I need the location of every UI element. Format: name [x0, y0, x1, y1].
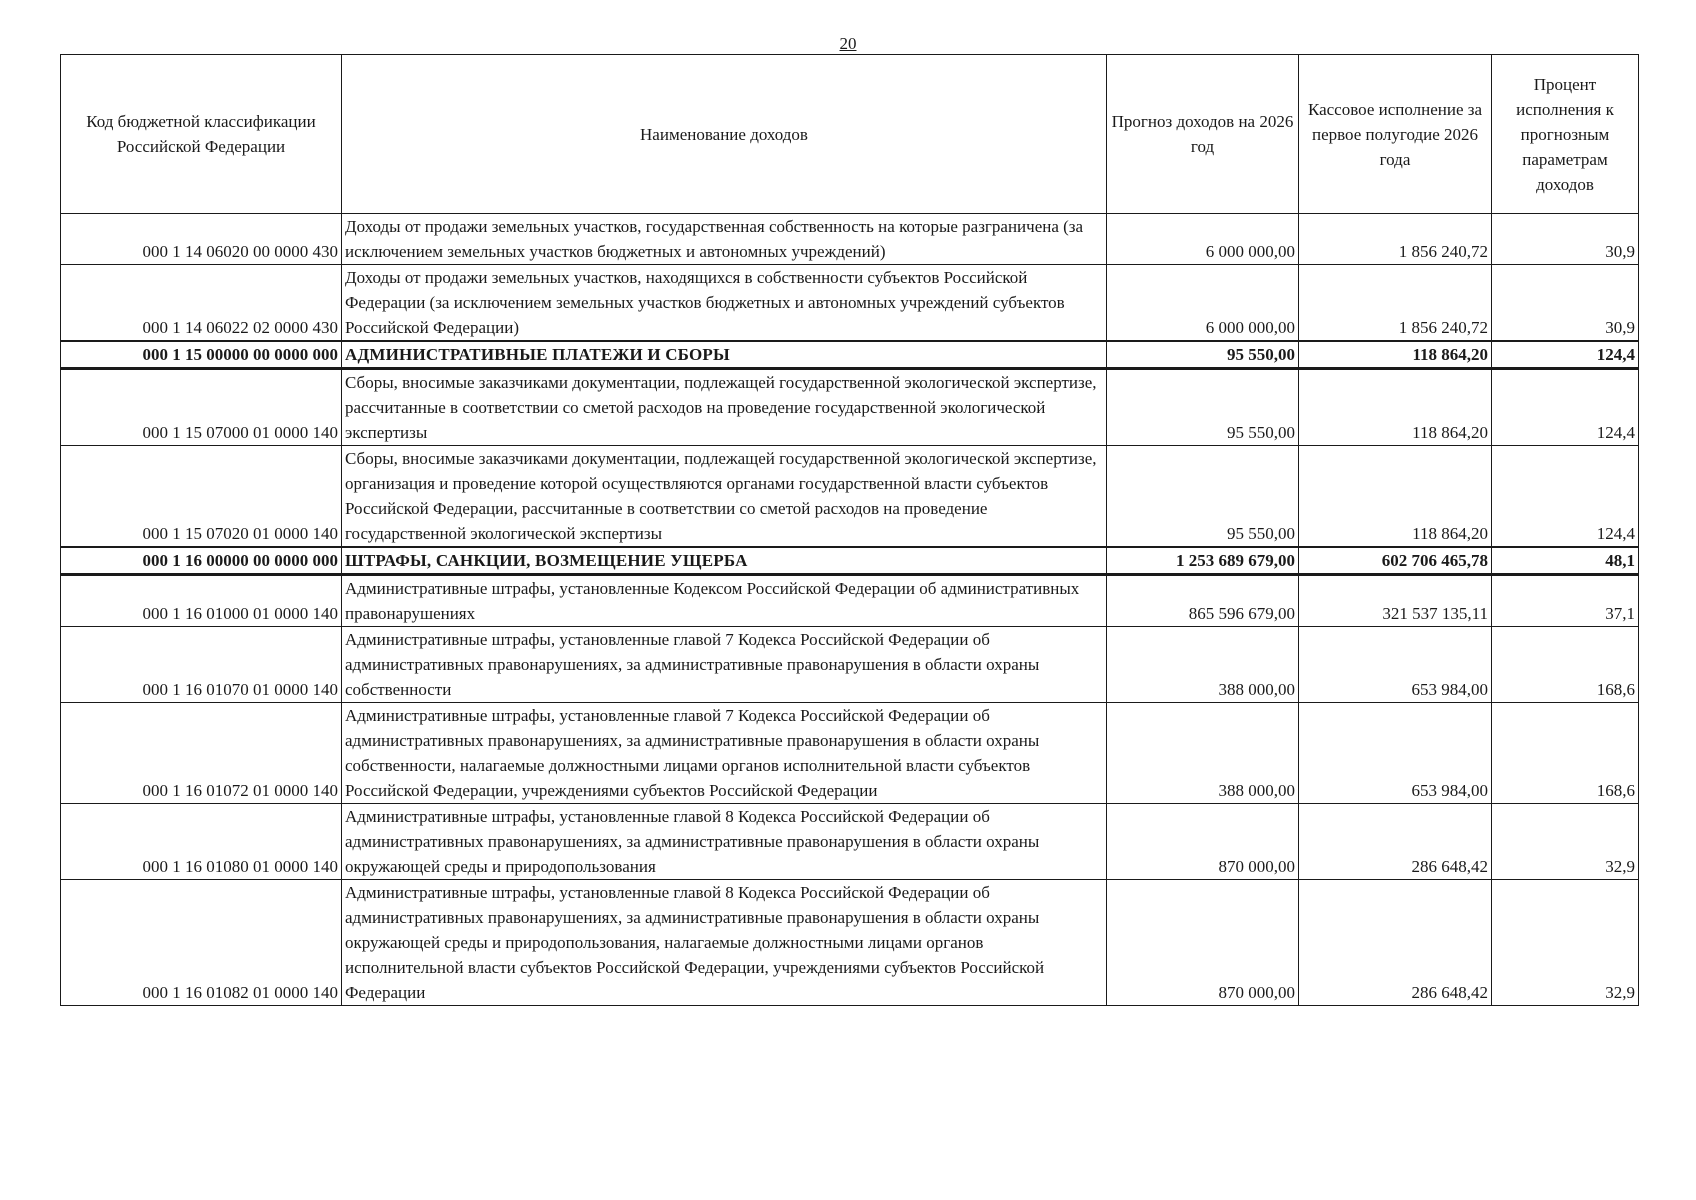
- row-percent: 124,4: [1492, 341, 1639, 369]
- row-execution: 118 864,20: [1299, 369, 1492, 446]
- row-percent: 48,1: [1492, 547, 1639, 575]
- row-code: 000 1 15 00000 00 0000 000: [61, 341, 342, 369]
- row-name: Административные штрафы, установленные главой 7 Кодекса Российской Федерации об административных правонарушениях, за административные правонарушения в области охраны собственности, налагаемые должностными лицами органов исполнительной власти субъектов Российской Федерации, учреждениями субъектов Российской Федерации: [342, 703, 1107, 804]
- row-forecast: 95 550,00: [1107, 369, 1299, 446]
- row-name: Административные штрафы, установленные главой 8 Кодекса Российской Федерации об административных правонарушениях, за административные правонарушения в области охраны окружающей среды и природопользования, налагаемые должностными лицами органов исполнительной власти субъектов Российской Федерации, учреждениями субъектов Российской Федерации: [342, 880, 1107, 1006]
- row-code: 000 1 15 07020 01 0000 140: [61, 446, 342, 548]
- row-forecast: 95 550,00: [1107, 341, 1299, 369]
- row-percent: 168,6: [1492, 627, 1639, 703]
- row-code: 000 1 16 01082 01 0000 140: [61, 880, 342, 1006]
- row-name: Административные штрафы, установленные главой 7 Кодекса Российской Федерации об административных правонарушениях, за административные правонарушения в области охраны собственности: [342, 627, 1107, 703]
- row-forecast: 870 000,00: [1107, 804, 1299, 880]
- section-row: [61, 547, 1639, 575]
- row-code: 000 1 16 01000 01 0000 140: [61, 575, 342, 627]
- table-row: [61, 369, 1639, 446]
- row-code: 000 1 14 06022 02 0000 430: [61, 265, 342, 342]
- table-row: [61, 446, 1639, 548]
- row-forecast: 1 253 689 679,00: [1107, 547, 1299, 575]
- row-forecast: 388 000,00: [1107, 627, 1299, 703]
- table-row: [61, 214, 1639, 265]
- row-name: Доходы от продажи земельных участков, находящихся в собственности субъектов Российской Федерации (за исключением земельных участков бюджетных и автономных учреждений субъектов Российской Федерации): [342, 265, 1107, 342]
- row-execution: 653 984,00: [1299, 703, 1492, 804]
- table-body: [61, 214, 1639, 1006]
- row-code: 000 1 16 01070 01 0000 140: [61, 627, 342, 703]
- row-execution: 321 537 135,11: [1299, 575, 1492, 627]
- row-execution: 602 706 465,78: [1299, 547, 1492, 575]
- row-forecast: 865 596 679,00: [1107, 575, 1299, 627]
- table-row: [61, 627, 1639, 703]
- row-name: Административные штрафы, установленные Кодексом Российской Федерации об административных правонарушениях: [342, 575, 1107, 627]
- header-name: Наименование доходов: [342, 55, 1107, 214]
- table-row: [61, 804, 1639, 880]
- row-percent: 37,1: [1492, 575, 1639, 627]
- row-code: 000 1 16 01080 01 0000 140: [61, 804, 342, 880]
- table-row: [61, 575, 1639, 627]
- row-execution: 286 648,42: [1299, 880, 1492, 1006]
- row-percent: 30,9: [1492, 265, 1639, 342]
- row-execution: 1 856 240,72: [1299, 214, 1492, 265]
- row-name: Сборы, вносимые заказчиками документации, подлежащей государственной экологической экспертизе, организация и проведение которой осуществляются органами государственной власти субъектов Российской Федерации, рассчитанные в соответствии со сметой расходов на проведение государственной экологической экспертизы: [342, 446, 1107, 548]
- table-row: [61, 880, 1639, 1006]
- row-forecast: 388 000,00: [1107, 703, 1299, 804]
- row-percent: 124,4: [1492, 369, 1639, 446]
- row-forecast: 95 550,00: [1107, 446, 1299, 548]
- page-number: 20: [839, 34, 857, 53]
- row-execution: 653 984,00: [1299, 627, 1492, 703]
- row-forecast: 870 000,00: [1107, 880, 1299, 1006]
- row-percent: 124,4: [1492, 446, 1639, 548]
- row-forecast: 6 000 000,00: [1107, 265, 1299, 342]
- row-name: Доходы от продажи земельных участков, государственная собственность на которые разграничена (за исключением земельных участков бюджетных и автономных учреждений): [342, 214, 1107, 265]
- table-header-row: [61, 55, 1639, 214]
- table-row: [61, 703, 1639, 804]
- table-row: [61, 265, 1639, 342]
- row-percent: 168,6: [1492, 703, 1639, 804]
- row-code: 000 1 16 00000 00 0000 000: [61, 547, 342, 575]
- row-execution: 118 864,20: [1299, 341, 1492, 369]
- row-name: Административные штрафы, установленные главой 8 Кодекса Российской Федерации об административных правонарушениях, за административные правонарушения в области охраны окружающей среды и природопользования: [342, 804, 1107, 880]
- row-execution: 286 648,42: [1299, 804, 1492, 880]
- header-forecast: Прогноз доходов на 2026 год: [1107, 55, 1299, 214]
- row-forecast: 6 000 000,00: [1107, 214, 1299, 265]
- row-name: АДМИНИСТРАТИВНЫЕ ПЛАТЕЖИ И СБОРЫ: [342, 341, 1107, 369]
- row-code: 000 1 14 06020 00 0000 430: [61, 214, 342, 265]
- row-percent: 30,9: [1492, 214, 1639, 265]
- section-row: [61, 341, 1639, 369]
- header-percent: Процент исполнения к прогнозным параметрам доходов: [1492, 55, 1639, 214]
- header-execution: Кассовое исполнение за первое полугодие 2026 года: [1299, 55, 1492, 214]
- row-name: ШТРАФЫ, САНКЦИИ, ВОЗМЕЩЕНИЕ УЩЕРБА: [342, 547, 1107, 575]
- row-percent: 32,9: [1492, 880, 1639, 1006]
- row-execution: 118 864,20: [1299, 446, 1492, 548]
- revenue-table: [60, 54, 1639, 1006]
- row-code: 000 1 16 01072 01 0000 140: [61, 703, 342, 804]
- row-execution: 1 856 240,72: [1299, 265, 1492, 342]
- row-name: Сборы, вносимые заказчиками документации, подлежащей государственной экологической экспертизе, рассчитанные в соответствии со сметой расходов на проведение государственной экологической экспертизы: [342, 369, 1107, 446]
- row-code: 000 1 15 07000 01 0000 140: [61, 369, 342, 446]
- header-code: Код бюджетной классификации Российской Федерации: [61, 55, 342, 214]
- row-percent: 32,9: [1492, 804, 1639, 880]
